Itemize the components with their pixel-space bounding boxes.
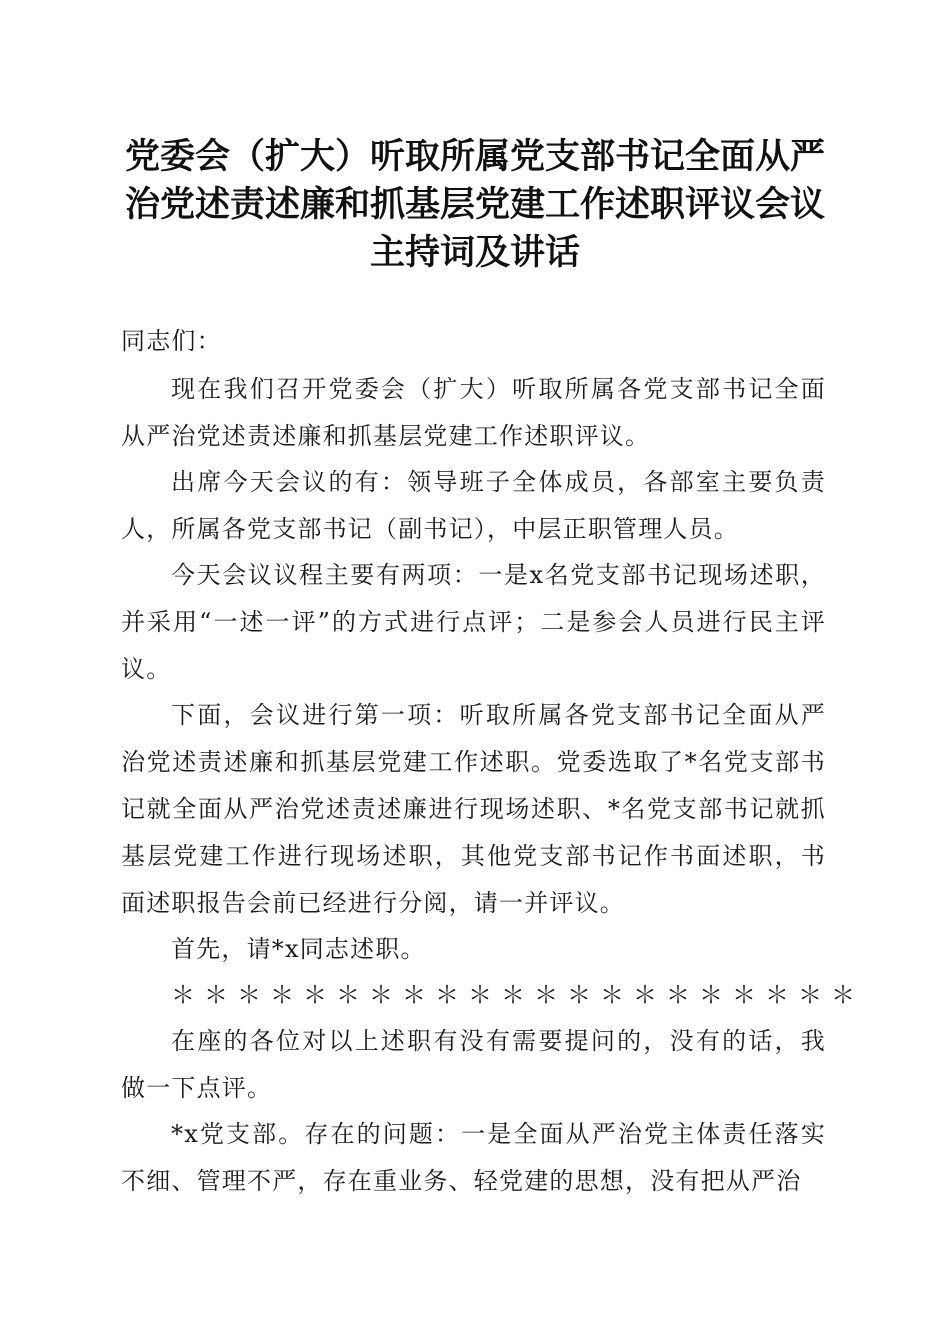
greeting: 同志们： xyxy=(121,327,222,355)
paragraph-branch-review: *x党支部。存在的问题：一是全面从严治党主体责任落实不细、管理不严，存在重业务、轻党建的思想，没有把从严治 xyxy=(121,1120,826,1195)
paragraph-first-speaker: 首先，请*x同志述职。 xyxy=(171,935,426,963)
document-body xyxy=(121,318,864,1204)
title-line-3: 主持词及讲话 xyxy=(369,232,580,273)
document-title xyxy=(110,133,840,277)
paragraph-opening: 现在我们召开党委会（扩大）听取所属各党支部书记全面从严治党述责述廉和抓基层党建工作述职评议。 xyxy=(121,375,826,450)
paragraph-first-item: 下面，会议进行第一项：听取所属各党支部书记全面从严治党述责述廉和抓基层党建工作述职。党委选取了*名党支部书记就全面从严治党述责述廉进行现场述职、*名党支部书记就抓基层党建工作进行现场述职，其他党支部书记作书面述职，书面述职报告会前已经进行分阅，请一并评议。 xyxy=(121,701,826,917)
title-line-1: 党委会（扩大）听取所属党支部书记全面从严 xyxy=(124,136,825,177)
paragraph-attendees: 出席今天会议的有：领导班子全体成员，各部室主要负责人，所属各党支部书记（副书记），中层正职管理人员。 xyxy=(121,468,826,543)
title-line-2: 治党述责述廉和抓基层党建工作述职评议会议 xyxy=(124,184,825,225)
paragraph-agenda: 今天会议议程主要有两项：一是x名党支部书记现场述职，并采用“一述一评”的方式进行点评；二是参会人员进行民主评议。 xyxy=(121,561,826,683)
separator-stars: ＊＊＊＊＊＊＊＊＊＊＊＊＊＊＊＊＊＊＊＊＊ xyxy=(171,981,864,1009)
paragraph-questions: 在座的各位对以上述职有没有需要提问的，没有的话，我做一下点评。 xyxy=(121,1027,826,1102)
